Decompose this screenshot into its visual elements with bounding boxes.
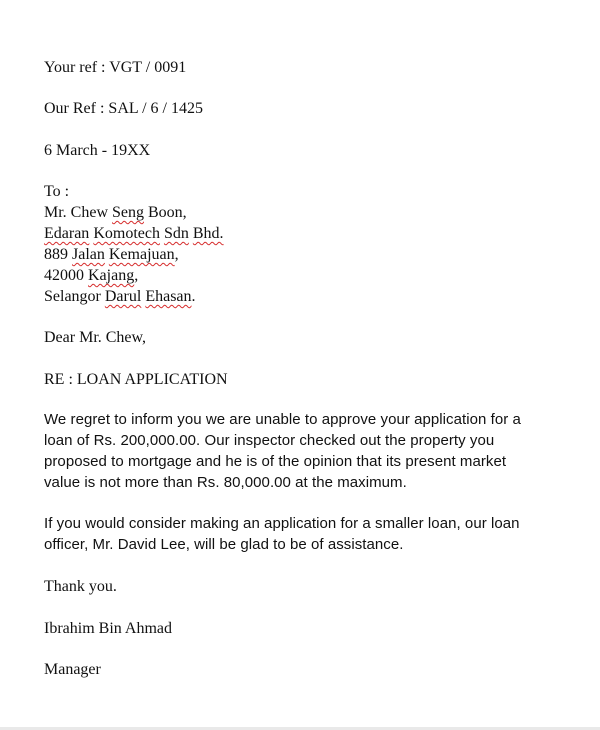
street-number: 889	[44, 246, 72, 263]
signature-name: Ibrahim Bin Ahmad	[44, 620, 172, 637]
recipient-name	[44, 202, 187, 223]
our-ref: Our Ref : SAL / 6 / 1425	[44, 100, 203, 117]
company-word-bhd: Bhd.	[192, 225, 224, 242]
city-kajang: Kajang	[88, 267, 135, 284]
state-word-darul: Darul	[104, 288, 142, 305]
subject-line: RE : LOAN APPLICATION	[44, 371, 228, 388]
salutation: Dear Mr. Chew,	[44, 329, 147, 346]
your-ref: Your ref : VGT / 0091	[44, 59, 187, 76]
state-word-ehasan: Ehasan	[145, 288, 192, 305]
state-selangor: Selangor	[44, 288, 105, 305]
signature-title: Manager	[44, 661, 101, 678]
company-word-sdn: Sdn	[163, 225, 189, 242]
recipient-state	[44, 286, 196, 307]
postcode: 42000	[44, 267, 88, 284]
letter-date: 6 March - 19XX	[44, 142, 151, 159]
street-word-kemajuan: Kemajuan	[108, 246, 175, 263]
paragraph1-line4: value is not more than Rs. 80,000.00 at the maximum.	[44, 474, 407, 491]
to-label: To :	[44, 183, 70, 200]
recipient-company	[44, 223, 224, 244]
recipient-name-seng: Seng	[112, 204, 144, 221]
city-comma: ,	[134, 267, 139, 284]
recipient-name-prefix: Mr. Chew	[44, 204, 112, 221]
street-comma: ,	[174, 246, 179, 263]
closing: Thank you.	[44, 578, 117, 595]
company-word-komotech: Komotech	[93, 225, 160, 242]
street-word-jalan: Jalan	[72, 246, 105, 263]
recipient-street	[44, 244, 179, 265]
paragraph1-line3: proposed to mortgage and he is of the opinion that its present market	[44, 453, 507, 470]
recipient-name-suffix: Boon,	[144, 204, 187, 221]
company-word-edaran: Edaran	[44, 225, 90, 242]
recipient-city	[44, 265, 138, 286]
paragraph2-line2: officer, Mr. David Lee, will be glad to be of assistance.	[44, 536, 404, 553]
paragraph1-line2: loan of Rs. 200,000.00. Our inspector checked out the property you	[44, 432, 495, 449]
paragraph2-line1: If you would consider making an application for a smaller loan, our loan	[44, 515, 520, 532]
paragraph1-line1: We regret to inform you we are unable to approve your application for a	[44, 411, 521, 428]
state-period: .	[191, 288, 196, 305]
